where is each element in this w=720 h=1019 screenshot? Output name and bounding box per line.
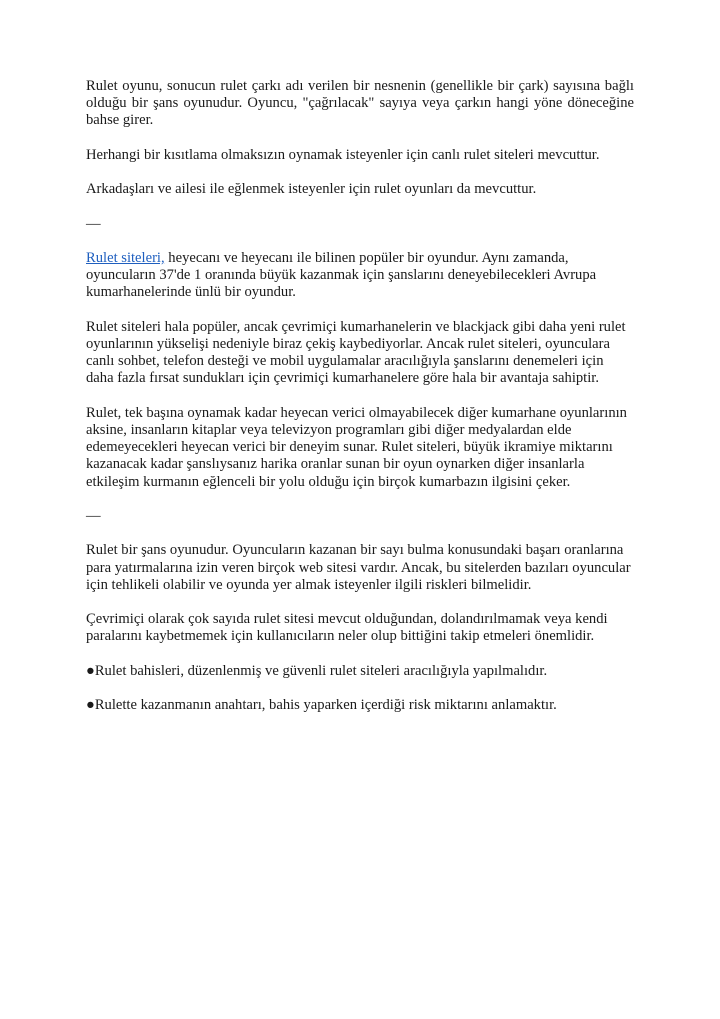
paragraph-line: oyunlarının yükselişi nedeniyle biraz çekiş kaybediyorlar. Ancak rulet siteleri, oyunculara — [86, 335, 610, 352]
paragraph-line: canlı sohbet, telefon desteği ve mobil uygulamalar aracılığıyla şanslarını denemeleri için — [86, 353, 604, 370]
paragraph-line-text: heyecanı ve heyecanı ile bilinen popüler bir oyundur. Aynı zamanda, — [164, 249, 569, 266]
paragraph-line: paralarını kaybetmemek için kullanıcıların neler olup bittiğini takip etmeleri önemlidir. — [86, 628, 595, 645]
paragraph-line: Rulet siteleri hala popüler, ancak çevrimiçi kumarhanelerin ve blackjack gibi daha yeni rulet — [86, 318, 626, 335]
paragraph-online-sites — [86, 611, 634, 645]
paragraph-line: edemeyecekleri heyecan verici bir deneyim sunar. Rulet siteleri, büyük ikramiye miktarını — [86, 439, 613, 456]
paragraph-line: Rulet, tek başına oynamak kadar heyecan verici olmayabilecek diğer kumarhane oyunlarının — [86, 404, 627, 421]
paragraph-line: para yatırmalarına izin veren birçok web sitesi vardır. Ancak, bu sitelerden bazıları oyuncular — [86, 559, 631, 576]
paragraph-line — [86, 250, 634, 267]
paragraph-line: daha fazla fırsat sundukları için çevrimiçi kumarhanelere göre hala bir avantaja sahiptir. — [86, 370, 599, 387]
paragraph-line: etkileşim kurmanın eğlenceli bir yolu olduğu için birçok kumarbazın ilgisini çeker. — [86, 473, 571, 490]
paragraph-line: kazanacak kadar şanslıysanız harika oranlar sunan bir oyun oynarken diğer insanlarla — [86, 456, 585, 473]
paragraph-chance-game — [86, 542, 634, 594]
paragraph-line: aksine, insanların kitaplar veya televizyon programları gibi diğer medyalardan elde — [86, 421, 572, 438]
separator-dash: — — [86, 215, 101, 232]
document-page — [86, 78, 634, 714]
bullet-item: ●Rulette kazanmanın anahtarı, bahis yaparken içerdiği risk miktarını anlamaktır. — [86, 697, 557, 714]
paragraph-live-roulette: Herhangi bir kısıtlama olmaksızın oynamak isteyenler için canlı rulet siteleri mevcuttur. — [86, 146, 600, 163]
paragraph-popularity — [86, 319, 634, 388]
paragraph-line: oyuncuların 37'de 1 oranında büyük kazanmak için şanslarını deneyebilecekleri Avrupa — [86, 267, 597, 284]
paragraph-excitement — [86, 405, 634, 491]
paragraph-line: Rulet bir şans oyunudur. Oyuncuların kazanan bir sayı bulma konusundaki başarı oranlarına — [86, 542, 624, 559]
separator-dash: — — [86, 507, 101, 524]
paragraph-intro: Rulet oyunu, sonucun rulet çarkı adı verilen bir nesnenin (genellikle bir çark) sayısına bağlı olduğu bir şans oyunudur. Oyuncu, "çağrılacak" sayıya veya çarkın hangi yöne döneceğine bahse girer. — [86, 78, 634, 129]
paragraph-line: Çevrimiçi olarak çok sayıda rulet sitesi mevcut olduğundan, dolandırılmamak veya kendi — [86, 611, 608, 628]
paragraph-line: için tehlikeli olabilir ve oyunda yer almak isteyenler ilgili riskleri bilmelidir. — [86, 576, 532, 593]
paragraph-rulet-siteleri — [86, 250, 634, 302]
paragraph-friends-family: Arkadaşları ve ailesi ile eğlenmek isteyenler için rulet oyunları da mevcuttur. — [86, 181, 537, 198]
bullet-item: ●Rulet bahisleri, düzenlenmiş ve güvenli rulet siteleri aracılığıyla yapılmalıdır. — [86, 662, 548, 679]
rulet-siteleri-link[interactable]: Rulet siteleri, — [86, 249, 165, 266]
paragraph-line: kumarhanelerinde ünlü bir oyundur. — [86, 284, 296, 301]
